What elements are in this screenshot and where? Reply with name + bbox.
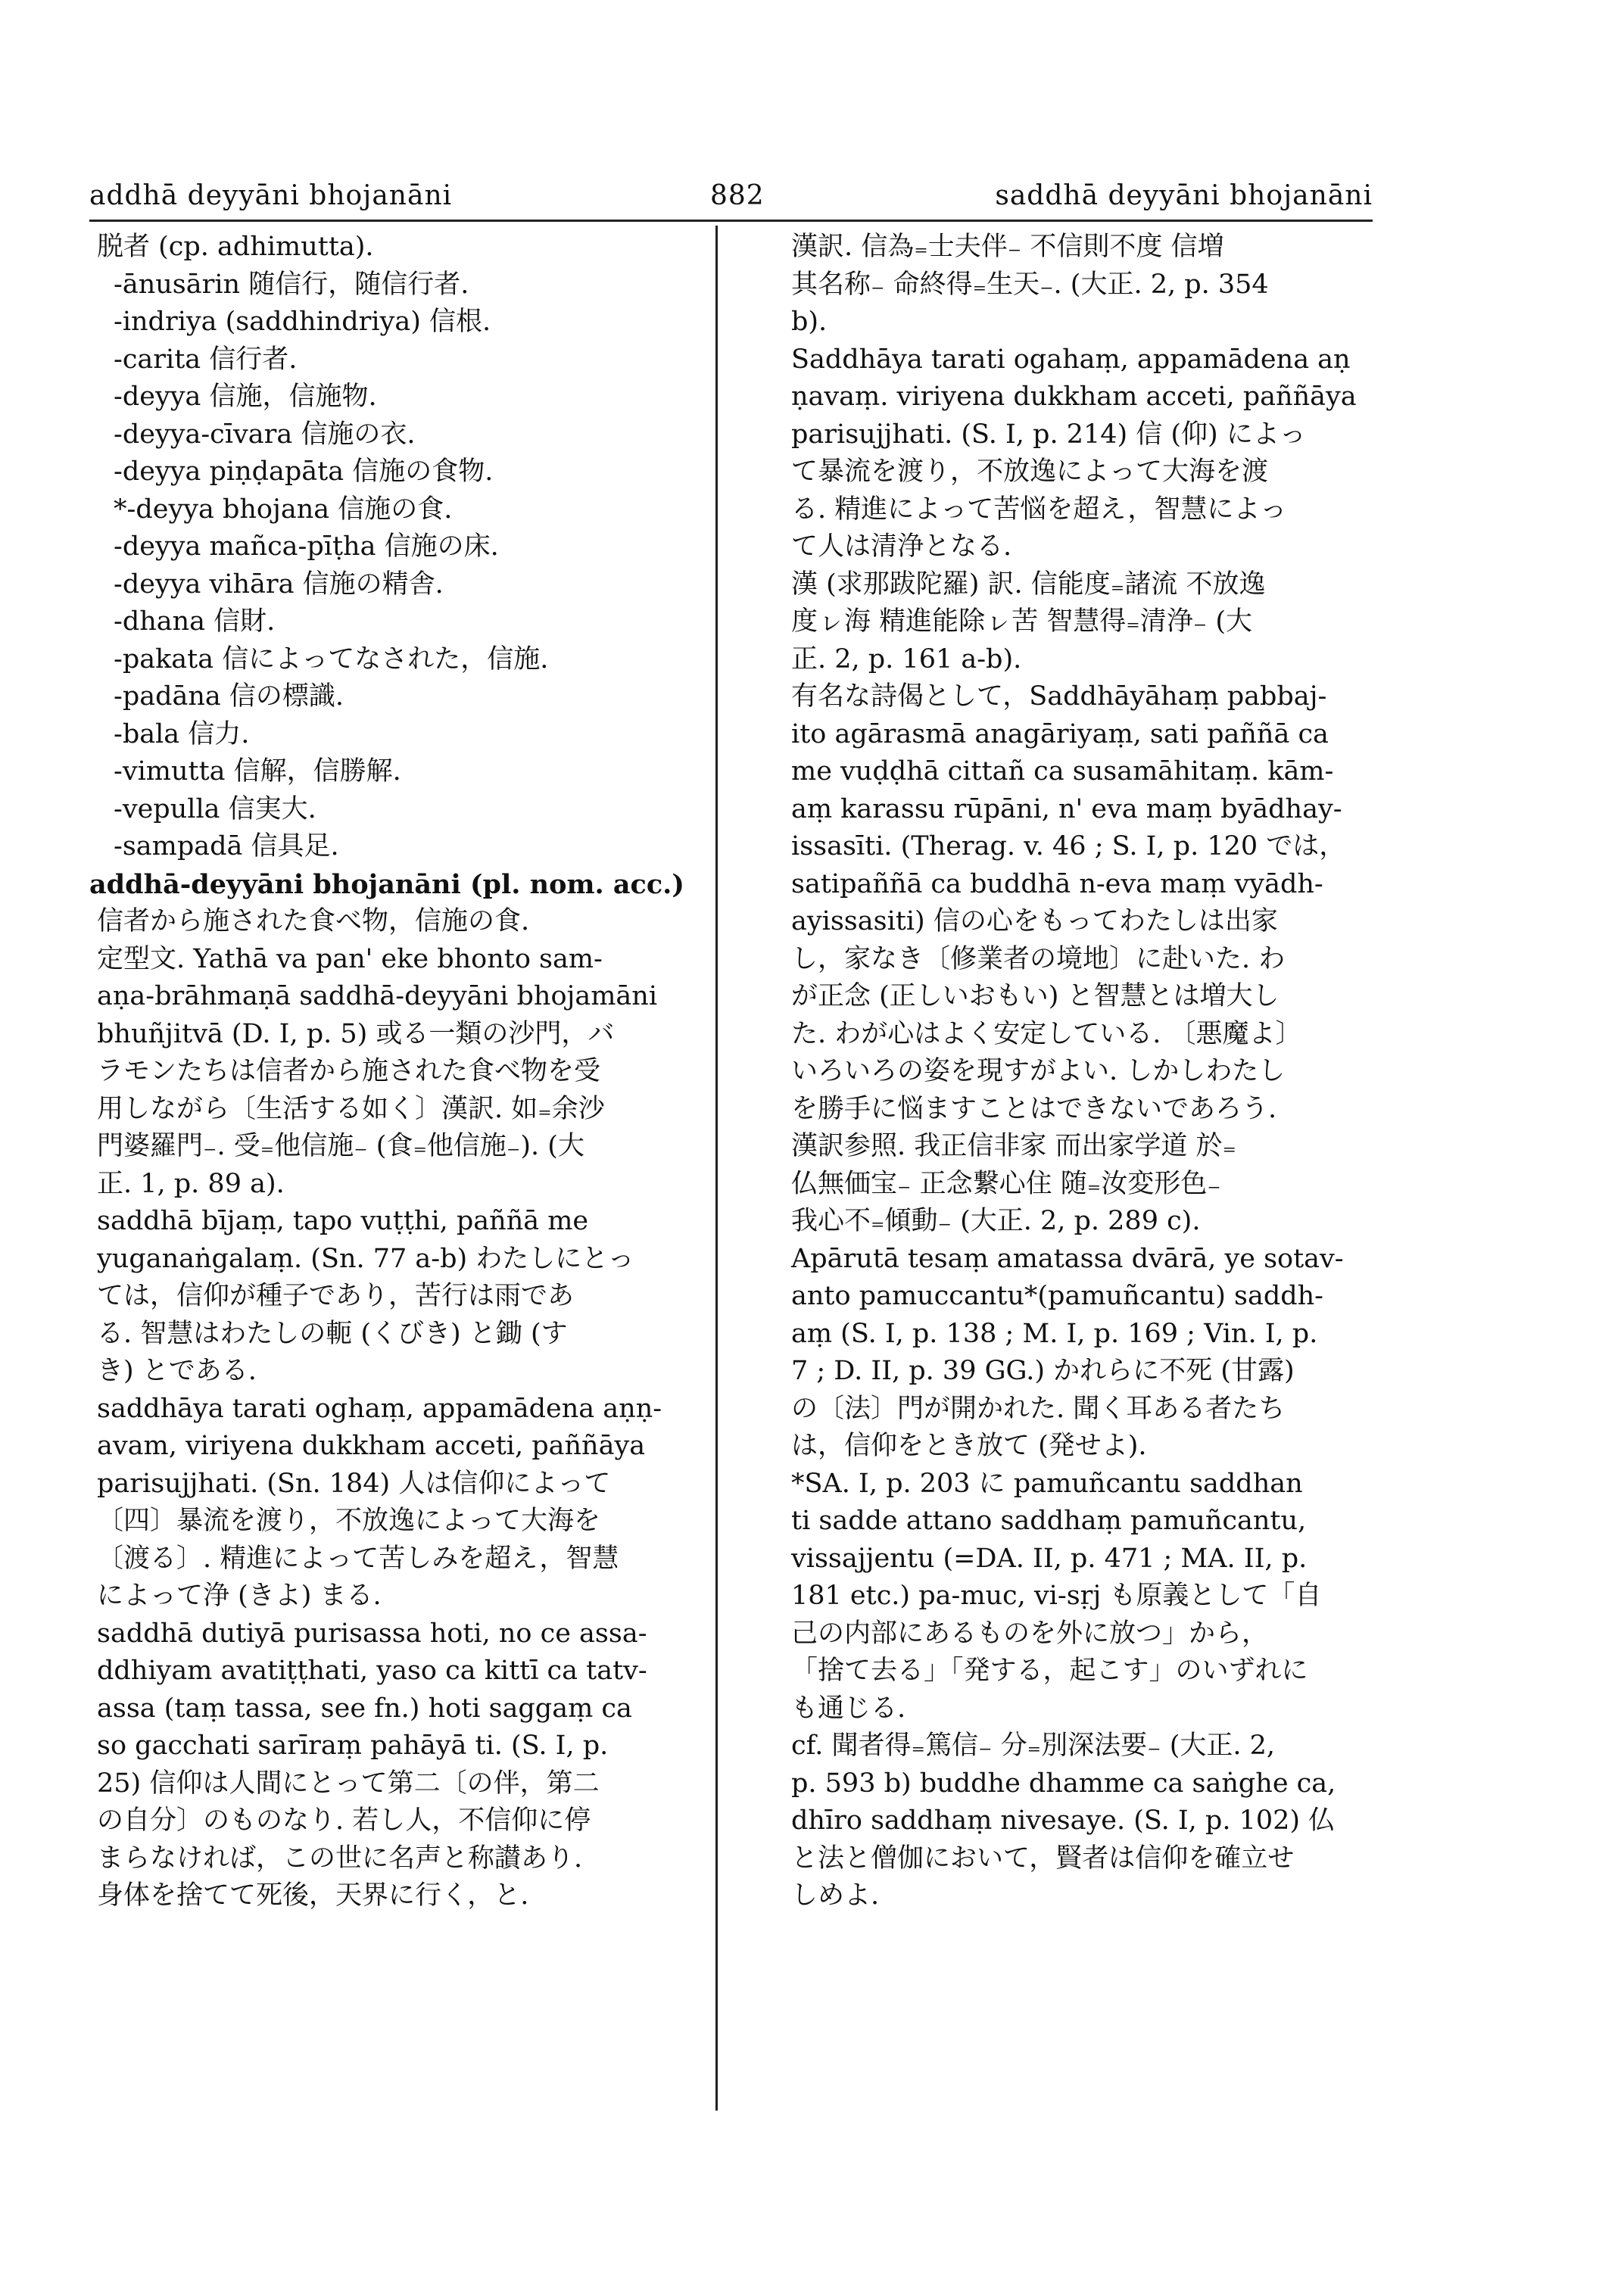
- text-line: dhīro saddhaṃ nivesaye. (S. I, p. 102) 仏: [791, 1805, 1336, 1836]
- text-line: 漢訳. 信為₌士夫伴₋ 不信則不度 信増: [791, 232, 1224, 262]
- text-line: assa (taṃ tassa, see fn.) hoti saggaṃ ca: [97, 1693, 632, 1724]
- text-line: が正念 (正しいおもい) と智慧とは増大し: [791, 981, 1280, 1011]
- text-line: aṃ karassu rūpāni, n' eva maṃ byādhay-: [791, 793, 1342, 824]
- subentry-deyya-pindapata: -deyya piṇḍapāta 信施の食物.: [114, 456, 494, 487]
- text-line: によって浄 (きよ) まる.: [97, 1581, 382, 1611]
- text-line: き) とである.: [97, 1356, 257, 1386]
- text-line: saddhāya tarati oghaṃ, appamādena aṇṇ-: [97, 1393, 662, 1424]
- text-line: を勝手に悩ますことはできないであろう.: [791, 1093, 1277, 1124]
- text-line: parisujjhati. (Sn. 184) 人は信仰によって: [97, 1468, 611, 1499]
- text-line: 門婆羅門₋. 受₌他信施₋ (食₌他信施₋). (大: [97, 1131, 584, 1161]
- text-line: て暴流を渡り，不放逸によって大海を渡: [791, 456, 1269, 487]
- subentry-dhana: -dhana 信財.: [114, 606, 276, 637]
- text-line: 181 etc.) pa-muc, vi-sṛj も原義として「自: [791, 1581, 1322, 1611]
- text-line: し，家なき〔修業者の境地〕に赴いた. わ: [791, 943, 1286, 974]
- text-line: も通じる.: [791, 1693, 906, 1724]
- subentry-deyya-manca-pitha: -deyya mañca-pīṭha 信施の床.: [114, 531, 499, 562]
- subentry-padana: -padāna 信の標識.: [114, 681, 344, 712]
- text-line: avam, viriyena dukkham acceti, paññāya: [97, 1431, 646, 1461]
- text-line: は，信仰をとき放て (発せよ).: [791, 1431, 1147, 1461]
- text-line: *SA. I, p. 203 に pamuñcantu saddhan: [791, 1468, 1303, 1499]
- subentry-anusarin: -ānusārin 随信行，随信行者.: [114, 269, 469, 300]
- subentry-indriya: -indriya (saddhindriya) 信根.: [114, 307, 491, 337]
- text-line: の〔法〕門が開かれた. 聞く耳ある者たち: [791, 1393, 1286, 1424]
- text-line: 度ㇾ海 精進能除ㇾ苦 智慧得₌清浄₋ (大: [791, 606, 1252, 637]
- running-header-left: addhā deyyāni bhojanāni: [89, 180, 453, 211]
- text-line: 正. 1, p. 89 a).: [97, 1168, 285, 1199]
- text-line: cf. 聞者得₌篤信₋ 分₌別深法要₋ (大正. 2,: [791, 1731, 1276, 1761]
- text-line: 其名称₋ 命終得₌生天₋. (大正. 2, p. 354: [791, 269, 1269, 300]
- text-line: ṇavaṃ. viriyena dukkham acceti, paññāya: [791, 382, 1357, 412]
- subentry-vepulla: -vepulla 信実大.: [114, 793, 316, 824]
- text-line: 身体を捨てて死後，天界に行く，と.: [97, 1880, 529, 1911]
- subentry-deyya-bhojana: *-deyya bhojana 信施の食.: [114, 494, 453, 525]
- text-line: so gacchati sarīraṃ pahāyā ti. (S. I, p.: [97, 1731, 609, 1761]
- text-line: b).: [791, 307, 828, 337]
- text-line: 定型文. Yathā va pan' eke bhonto sam-: [97, 943, 603, 974]
- subentry-deyya-vihara: -deyya vihāra 信施の精舎.: [114, 569, 444, 600]
- headword-saddha-deyyani-bhojanani: addhā-deyyāni bhojanāni (pl. nom. acc.): [89, 868, 684, 900]
- text-line: ddhiyam avatiṭṭhati, yaso ca kittī ca tatv-: [97, 1656, 647, 1686]
- text-line: 漢訳参照. 我正信非家 而出家学道 於₌: [791, 1131, 1236, 1161]
- text-line: me vuḍḍhā cittañ ca susamāhitaṃ. kām-: [791, 756, 1334, 787]
- text-line: 正. 2, p. 161 a-b).: [791, 643, 1022, 675]
- text-line: て人は清浄となる.: [791, 531, 1012, 562]
- text-line: 25) 信仰は人間にとって第二〔の伴，第二: [97, 1768, 600, 1799]
- text-line: ito agārasmā anagāriyaṃ, sati paññā ca: [791, 718, 1329, 749]
- text-line: aṃ (S. I, p. 138 ; M. I, p. 169 ; Vin. I, p.: [791, 1318, 1318, 1349]
- text-line: しめよ.: [791, 1880, 880, 1911]
- text-line: る. 精進によって苦悩を超え，智慧によっ: [791, 494, 1287, 525]
- text-line: 用しながら〔生活する如く〕漢訳. 如₌余沙: [97, 1093, 605, 1124]
- text-line: bhuñjitvā (D. I, p. 5) 或る一類の沙門，バ: [97, 1018, 615, 1049]
- text-line: まらなければ，この世に名声と称讃あり.: [97, 1843, 583, 1874]
- subentry-carita: -carita 信行者.: [114, 344, 298, 375]
- text-line: 我心不₌傾動₋ (大正. 2, p. 289 c).: [791, 1206, 1201, 1236]
- text-line: 己の内部にあるものを外に放つ」から，: [791, 1618, 1269, 1649]
- text-line: ては，信仰が種子であり，苦行は雨であ: [97, 1281, 575, 1311]
- subentry-deyya-civara: -deyya-cīvara 信施の衣.: [114, 419, 416, 450]
- text-line: ayissasiti) 信の心をもってわたしは出家: [791, 906, 1278, 936]
- text-line: た. わが心はよく安定している. 〔悪魔よ〕: [791, 1018, 1302, 1049]
- header-rule: [89, 220, 1373, 222]
- text-line: anto pamuccantu*(pamuñcantu) saddh-: [791, 1281, 1323, 1311]
- text-line: 7 ; D. II, p. 39 GG.) かれらに不死 (甘露): [791, 1356, 1295, 1386]
- text-line: 仏無価宝₋ 正念繋心住 随₌汝変形色₋: [791, 1168, 1221, 1199]
- text-line: aṇa-brāhmaṇā saddhā-deyyāni bhojamāni: [97, 981, 658, 1011]
- text-line: の自分〕のものなり. 若し人，不信仰に停: [97, 1805, 591, 1836]
- subentry-pakata: -pakata 信によってなされた，信施.: [114, 643, 549, 675]
- running-header-right: saddhā deyyāni bhojanāni: [995, 180, 1373, 211]
- subentry-sampada: -sampadā 信具足.: [114, 831, 339, 861]
- text-line: yuganaṅgalaṃ. (Sn. 77 a-b) わたしにとっ: [97, 1243, 634, 1274]
- text-line: 〔渡る〕. 精進によって苦しみを超え，智慧: [97, 1543, 619, 1574]
- text-line: p. 593 b) buddhe dhamme ca saṅghe ca,: [791, 1768, 1336, 1799]
- subentry-bala: -bala 信力.: [114, 718, 250, 749]
- subentry-vimutta: -vimutta 信解，信勝解.: [114, 756, 401, 787]
- text-line: ラモンたちは信者から施された食べ物を受: [97, 1056, 601, 1086]
- text-line: satipaññā ca buddhā n-eva maṃ vyādh-: [791, 868, 1323, 899]
- text-line: 脱者 (cp. adhimutta).: [97, 232, 374, 262]
- text-line: 信者から施された食べ物，信施の食.: [97, 906, 530, 936]
- left-column: [89, 229, 703, 1915]
- text-line: ti sadde attano saddhaṃ pamuñcantu,: [791, 1506, 1307, 1536]
- text-line: る. 智慧はわたしの軛 (くびき) と鋤 (す: [97, 1318, 568, 1349]
- text-line: 「捨て去る」「発する，起こす」のいずれに: [791, 1656, 1308, 1686]
- right-column: [791, 229, 1374, 1915]
- column-divider: [715, 226, 718, 2111]
- text-line: 有名な詩偈として，Saddhāyāhaṃ pabbaj-: [791, 681, 1327, 712]
- text-line: 〔四〕暴流を渡り，不放逸によって大海を: [97, 1506, 601, 1536]
- text-line: Apārutā tesaṃ amatassa dvārā, ye sotav-: [791, 1243, 1344, 1274]
- text-line: Saddhāya tarati ogahaṃ, appamādena aṇ: [791, 344, 1351, 375]
- subentry-deyya: -deyya 信施，信施物.: [114, 382, 377, 412]
- text-line: issasīti. (Therag. v. 46 ; S. I, p. 120 では，: [791, 831, 1346, 861]
- text-line: parisujjhati. (S. I, p. 214) 信 (仰) によっ: [791, 419, 1306, 450]
- text-line: saddhā bījaṃ, tapo vuṭṭhi, paññā me: [97, 1206, 589, 1236]
- page-number: 882: [710, 180, 765, 211]
- text-line: と法と僧伽において，賢者は信仰を確立せ: [791, 1843, 1295, 1874]
- text-line: いろいろの姿を現すがよい. しかしわたし: [791, 1056, 1286, 1086]
- text-line: vissajjentu (=DA. II, p. 471 ; MA. II, p.: [791, 1543, 1308, 1574]
- text-line: 漢 (求那跋陀羅) 訳. 信能度₌諸流 不放逸: [791, 569, 1266, 600]
- text-line: saddhā dutiyā purisassa hoti, no ce assa-: [97, 1618, 647, 1649]
